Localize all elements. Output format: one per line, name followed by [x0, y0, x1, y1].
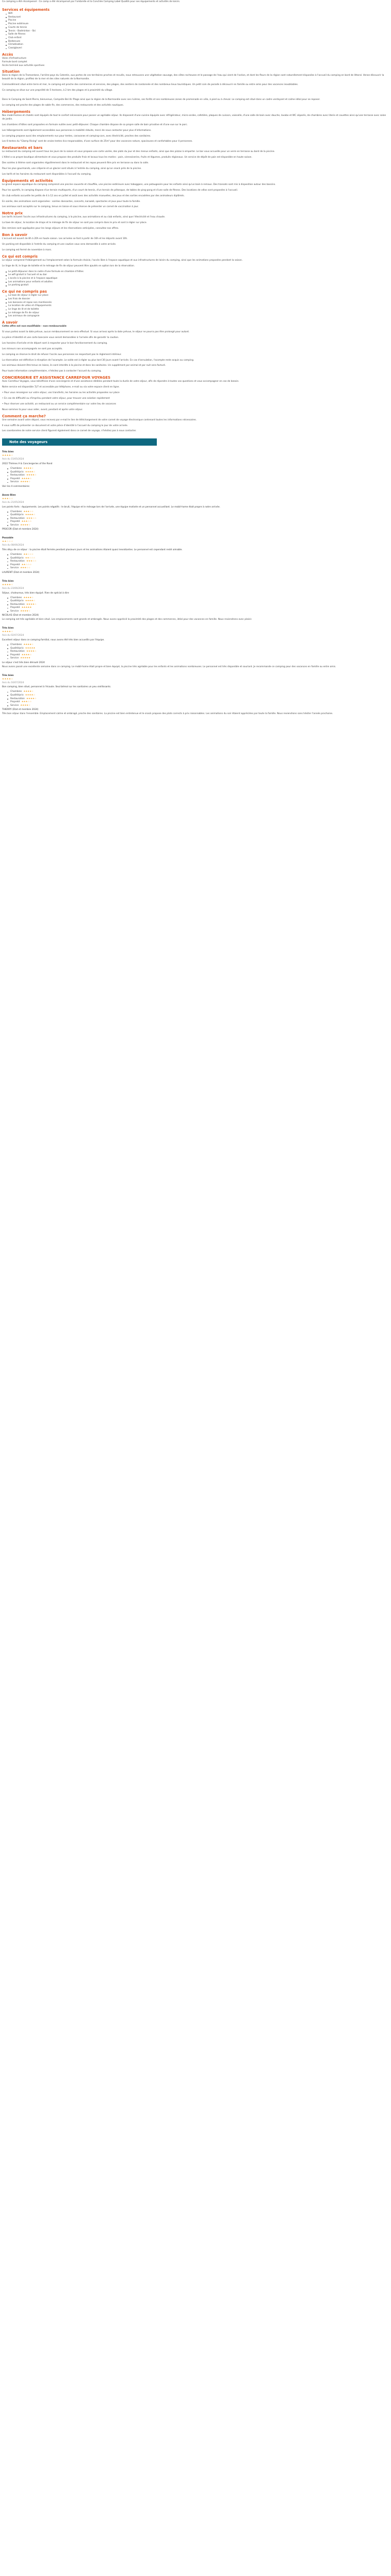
review-stars: ★★★☆☆: [2, 497, 13, 500]
review-author: Le séjour s'est très bien déroulé 2024: [2, 661, 45, 664]
criterion-stars: ★★★★☆: [26, 697, 37, 700]
restaurants-paragraph: Pour les plus gourmands, une crêperie et un glacier sont situés à l'entrée du camping, ainsi qu'un snack près de la piscine.: [2, 167, 142, 171]
criterion-label: Propreté: [10, 563, 20, 566]
criterion-label: Service: [10, 481, 19, 484]
criterion-stars: ★★☆☆☆: [23, 553, 34, 556]
comment-block: [2, 419, 389, 434]
list-item: Le ménage de fin de séjour: [6, 312, 389, 315]
review-stars: ★★★★☆: [2, 583, 13, 586]
review-date: Avis du 21/05/2024: [2, 501, 24, 504]
list-item: La location de vélos et d'équipements: [6, 304, 389, 308]
situation-block: [2, 74, 389, 93]
review-body: Nous avons passé une excellente semaine dans ce camping. Le mobil-home était propre et bien équipé, la piscine très agréable pour les enfants et les animations nombreuses. Le personnel est très disponible et souriant. Je recommande ce camping pour des vacances en famille ou entre amis.: [2, 665, 336, 668]
criterion-label: Chambres: [10, 596, 22, 599]
criterion-stars: ★★★★☆: [23, 467, 34, 470]
restaurants-paragraph: Le restaurant du camping est ouvert tous les jours de la saison et vous propose une carte variée, des plats du jour et des menus enfants, ainsi que des pizzas à emporter. Le bar vous accueille pour un verre en terrasse au bord de la piscine.: [2, 150, 275, 154]
criterion-label: Restauration: [10, 650, 25, 653]
list-item: Le parking gratuit: [6, 284, 389, 287]
notre-prix-paragraph: Les tarifs incluent l'accès aux infrastructures du camping, à la piscine, aux animations et au club enfants, ainsi que l'électricité et l'eau chaude.: [2, 216, 166, 219]
list-item: Le petit-déjeuner dans le cadre d'une formule en chambre d'hôtes: [6, 270, 389, 274]
review-criterion: [7, 517, 389, 521]
avant-paragraph: L'accueil est ouvert de 8h à 20h en haute saison. Les arrivées se font à partir de 16h et les départs avant 10h.: [2, 238, 128, 241]
criterion-label: Chambres: [10, 467, 22, 470]
savoir-paragraph: Les mineurs non accompagnés ne sont pas acceptés.: [2, 347, 63, 350]
notre-prix-paragraph: La taxe de séjour, la location de draps et le ménage de fin de séjour ne sont pas compris dans le prix et sont à régler sur place.: [2, 222, 147, 225]
list-item: Club enfant: [6, 37, 389, 40]
conciergerie-paragraph: Avec Carrefour Voyages, vous bénéficiez d'une conciergerie et d'une assistance dédiées pendant toute la durée de votre séjour, afin de répondre à toutes vos questions et vous accompagner en cas de besoin.: [2, 380, 239, 383]
review-summary: Bon camping, bien situé, personnel à l'écoute. Seul bémol sur les sanitaires un peu vieillissants.: [2, 686, 111, 689]
review-title: Très bien: [2, 451, 14, 454]
criterion-label: Qualité/prix: [10, 647, 24, 650]
conciergerie-paragraph: Nous sommes là pour vous aider, avant, pendant et après votre séjour.: [2, 408, 83, 411]
criterion-label: Qualité/prix: [10, 470, 24, 473]
criterion-stars: ★★★★☆: [25, 600, 36, 603]
compris-paragraph: Le séjour comprend l'hébergement ou l'emplacement selon la formule choisie, l'accès libre à l'espace aquatique et aux infrastructures de loisirs du camping, ainsi que les animations proposées pendant la saison.: [2, 259, 243, 262]
review-criterion: [7, 567, 389, 570]
review-criterion: [7, 694, 389, 698]
page: [0, 0, 391, 716]
criterion-stars: ★★★★☆: [23, 643, 34, 646]
situation-paragraph: Ce camping se situe sur une propriété de 5 hectares, à 2 km des plages et à proximité du village.: [2, 89, 113, 92]
criterion-label: Chambres: [10, 690, 22, 693]
criterion-stars: ★★★☆☆: [21, 701, 32, 704]
review-criterion: [7, 563, 389, 570]
criterion-label: Restauration: [10, 474, 25, 477]
criterion-stars: ★★★★☆: [25, 693, 36, 697]
list-item: Les animaux de compagnie: [6, 315, 389, 318]
savoir-paragraph: Le camping se réserve le droit de refuser l'accès aux personnes ne respectant pas le règlement intérieur.: [2, 353, 122, 356]
list-item: La taxe de séjour à régler sur place: [6, 294, 389, 298]
review-criterion: [7, 647, 389, 651]
savoir-paragraph: Les animaux doivent être tenus en laisse, ils sont interdits à la piscine et dans les sanitaires. Un supplément par animal et par nuit sera facturé.: [2, 364, 166, 367]
review-criterion: [7, 704, 389, 708]
services-list: [2, 12, 389, 50]
bon-a-savoir-title: Bon à savoir: [2, 233, 27, 238]
restaurants-paragraph: Des soirées à thème sont organisées régulièrement dans le restaurant et les repas peuvent être pris en terrasse ou dans la salle.: [2, 162, 149, 165]
activites-title: Équipements et activités: [2, 178, 53, 183]
savoir-paragraph: La réservation est définitive à réception de l'acompte. Le solde est à régler au plus tard 30 jours avant l'arrivée. En cas d'annulation, l'acompte reste acquis au camping.: [2, 359, 194, 362]
review-card: [2, 451, 389, 489]
compris-title: Ce qui est compris: [2, 254, 38, 259]
review-criterion: [7, 603, 389, 607]
criterion-label: Qualité/prix: [10, 556, 24, 560]
review-criterion: [7, 557, 389, 561]
hebergements-paragraph: Le camping propose aussi des emplacements nus pour tentes, caravanes et camping-cars, avec électricité, proches des sanitaires.: [2, 134, 151, 138]
compris-paragraph: Le linge de lit, le linge de toilette et le ménage de fin de séjour peuvent être ajoutés en option lors de la réservation.: [2, 264, 135, 267]
review-criterion: [7, 481, 389, 484]
hebergements-paragraph: Les 6 tentes du "Glamp Rising" sont de vraies tentes éco-responsables, d'une surface de 25m² pour des vacances nature, spacieuses et confortables pour 4 personnes.: [2, 140, 193, 143]
criterion-stars: ★★★★☆: [25, 470, 36, 473]
compris-list: [2, 270, 389, 288]
a-savoir-block: [2, 331, 389, 374]
notre-prix-paragraph: Des remises sont appliquées pour les longs séjours et les réservations anticipées, consultez nos offres.: [2, 227, 119, 230]
review-criterion: [7, 553, 389, 557]
activites-block: [2, 183, 389, 210]
criterion-label: Qualité/prix: [10, 600, 24, 603]
review-criterion: [7, 653, 389, 660]
criterion-label: Propreté: [10, 477, 20, 480]
criterion-label: Qualité/prix: [10, 514, 24, 517]
criterion-stars: ★★★★☆: [20, 523, 30, 527]
review-card: [2, 580, 389, 622]
review-author: Voir les 4 commentaires: [2, 485, 30, 488]
criterion-stars: ★★★☆☆: [26, 560, 37, 563]
criterion-label: Propreté: [10, 653, 20, 656]
review-criterion: [7, 514, 389, 517]
list-item: Piscine: [6, 19, 389, 23]
criterion-label: Propreté: [10, 520, 20, 523]
criterion-stars: ★★★★☆: [25, 514, 36, 517]
criterion-stars: ★★★★☆: [23, 690, 34, 693]
review-date: Avis du 08/06/2024: [2, 544, 24, 547]
review-summary: Séjour, chaleureux, très bien équipé. Rien de spécial à dire: [2, 591, 69, 595]
criterion-label: Restauration: [10, 603, 25, 606]
review-criterion: [7, 471, 389, 474]
conciergerie-title: CONCIERGERIE ET ASSISTANCE CARREFOUR VOYAGES: [2, 376, 111, 380]
review-stars: ★★★★☆: [2, 631, 13, 634]
review-criterion: [7, 524, 389, 528]
review-body: Très bon séjour dans l'ensemble. Emplacement calme et ombragé, proche des sanitaires. La piscine est bien entretenue et le snack propose des plats corrects à prix raisonnables. Les animations du soir étaient appréciées par toute la famille. Nous reviendrons sans hésiter l'année prochaine.: [2, 713, 333, 716]
review-author: LAURENT (Etat et membre 2024): [2, 571, 40, 574]
comment-paragraph: Il vous suffit de présenter ce document et votre pièce d'identité à l'accueil du camping le jour de votre arrivée.: [2, 424, 128, 427]
review-criteria: [2, 690, 389, 707]
acces-title: Accès: [2, 52, 13, 57]
conciergerie-paragraph: • Pour vous renseigner sur votre séjour, vos transferts, les horaires ou les activités proposées sur place: [2, 392, 120, 395]
list-item: Piscine extérieure: [6, 23, 389, 26]
review-title: Assez Bien: [2, 494, 16, 497]
review-criterion: [7, 467, 389, 471]
review-date: Avis du 16/07/2024: [2, 681, 24, 684]
review-author: THIERRY (Etat et membre 2024): [2, 708, 39, 711]
hebergements-paragraph: Les chambres d'hôtes sont proposées en formule nuitée avec petit-déjeuner. Chaque chambre dispose de sa propre salle de bain privative et d'une vue sur le parc.: [2, 123, 188, 126]
criterion-stars: ★★★★☆: [26, 603, 37, 606]
review-criteria: [2, 643, 389, 660]
list-item: Courts de tennis: [6, 26, 389, 30]
review-summary: Excellent séjour dans ce camping familial, nous avons été très bien accueillis par l'équipe.: [2, 639, 105, 642]
review-stars: ★★★★☆: [2, 677, 13, 681]
criterion-stars: ★★★☆☆: [21, 520, 32, 523]
activites-paragraph: Pour les sportifs, le camping dispose d'un terrain multisports, d'un court de tennis, d'un terrain de pétanque, de tables de ping-pong et d'une salle de fitness. Des locations de vélos sont proposées à l'accueil.: [2, 189, 238, 192]
criterion-stars: ★★☆☆☆: [25, 556, 36, 560]
criterion-label: Service: [10, 657, 19, 660]
activites-paragraph: Les animaux sont acceptés sur le camping, tenus en laisse et sous réserve de présenter un carnet de vaccination à jour.: [2, 206, 139, 209]
review-title: Très bien: [2, 674, 14, 677]
review-criterion: [7, 650, 389, 654]
review-date: Avis du 02/07/2024: [2, 634, 24, 637]
criterion-stars: ★★★★☆: [21, 477, 32, 480]
restaurants-paragraph: Les tarifs et les horaires du restaurant sont disponibles à l'accueil du camping.: [2, 173, 92, 176]
non-compris-list: [2, 294, 389, 318]
situation-b-block: [2, 98, 389, 108]
criterion-stars: ★★★★☆: [20, 609, 30, 613]
activites-paragraph: Le grand espace aquatique du camping comprend une piscine couverte et chauffée, une piscine extérieure avec toboggans, une pataugeoire pour les enfants ainsi qu'un bain à remous. Des transats sont mis à disposition autour des bassins.: [2, 183, 276, 186]
a-savoir-subtitle: Cette offre est non-modifiable - non-remboursable: [2, 325, 67, 328]
criterion-label: Restauration: [10, 517, 25, 520]
criterion-label: Service: [10, 567, 19, 570]
non-compris-title: Ce qui ne compris pas: [2, 290, 47, 294]
list-item: Les boissons et repas non mentionnés: [6, 301, 389, 305]
review-criterion: [7, 690, 389, 694]
review-criterion: [7, 474, 389, 478]
situation-title: Situation: [2, 70, 20, 74]
review-criteria: [2, 553, 389, 570]
activites-paragraph: Un club enfants accueille les petits de 4 à 12 ans en juillet et août avec des activités manuelles, des jeux et des sorties encadrées par des animateurs diplômés.: [2, 194, 185, 197]
bon-a-savoir-block: [2, 238, 389, 252]
review-body: Le camping est très agréable et bien situé. Les emplacements sont grands et ombragés. Nous avons apprécié la proximité des plages et des commerces, idéal pour des vacances en famille. Nous reviendrons avec plaisir.: [2, 618, 252, 621]
review-criterion: [7, 600, 389, 603]
criterion-stars: ★★★★☆: [26, 474, 37, 477]
savoir-paragraph: Les horaires d'arrivée et de départ sont à respecter pour le bon fonctionnement du camping.: [2, 342, 108, 345]
notre-prix-block: [2, 216, 389, 231]
avant-paragraph: Un parking est disponible à l'entrée du camping et une caution vous sera demandée à votre arrivée.: [2, 243, 117, 246]
restaurants-paragraph: L'hôtel a sa propre boutique alimentaire et vous propose des produits frais et locaux tous les matins : pain, viennoiseries, fruits et légumes, produits régionaux. Un service de dépôt de pain est disponible en haute saison.: [2, 156, 252, 159]
restaurants-title: Restaurants et bars: [2, 146, 43, 150]
review-date: Avis du 23/06/2024: [2, 587, 24, 590]
list-item: Tennis - Badminton - Ski: [6, 30, 389, 33]
criterion-label: Service: [10, 609, 19, 613]
comment-paragraph: Les coordonnées de notre service client figurent également dans ce carnet de voyage, n'hésitez pas à nous contacter.: [2, 430, 137, 433]
review-card: [2, 494, 389, 532]
criterion-label: Chambres: [10, 643, 22, 646]
review-author: PROCOR (Etat et membre 2024): [2, 528, 39, 531]
acces-block: [2, 57, 389, 68]
comment-paragraph: Une semaine avant votre départ, vous recevez par e-mail le lien de téléchargement de votre carnet de voyage électronique contenant toutes les informations nécessaires.: [2, 418, 197, 421]
list-item: Le wifi gratuit à l'accueil et au bar: [6, 274, 389, 277]
intro-text: Ce camping a été récompensé : Ce camp a été récompensé par l'ombrelle et la Conchée Camping Label Qualité pour ses équipements et activités de loisirs.: [2, 1, 181, 3]
savoir-paragraph: Pour toute information complémentaire, n'hésitez pas à contacter l'accueil du camping.: [2, 370, 102, 373]
criterion-stars: ★★★☆☆: [20, 567, 30, 570]
hebergements-paragraph: Nos mobil-homes et chalets sont équipés de tout le confort nécessaire pour passer un agréable séjour. Ils disposent d'une cuisine équipée avec réfrigérateur, micro-ondes, cafetière, plaques de cuisson, vaisselle, d'une salle de bain avec douche, lavabo et WC séparés, de chambres avec literie et couettes ainsi qu'une terrasse avec salon de jardin.: [2, 114, 386, 121]
criterion-label: Chambres: [10, 553, 22, 556]
conciergerie-paragraph: Notre service est disponible 7j/7 et accessible par téléphone, e-mail ou via votre espace client en ligne.: [2, 386, 120, 389]
criterion-label: Chambres: [10, 510, 22, 513]
review-card: [2, 674, 389, 716]
acces-line: Accès terminé aux activités sportives: [2, 64, 45, 67]
acces-line: Voies d'infrastructure: [2, 57, 26, 60]
savoir-paragraph: Si vous partez avant la date prévue, aucun remboursement ne sera effectué. Si vous arrivez après la date prévue, le séjour ne pourra pas être prolongé pour autant.: [2, 330, 190, 333]
situation-paragraph: Dans la région de la Tramontane, l'arrière-pays du Cotentin, aux portes de ces territoires proches et reculés, nous retrouvons une végétation sauvage, des côtes rocheuses et le passage de l'eau qui vient de l'océan, et dont les fleurs de la région sont naturellement disposées à l'accueil du camping en bord de littoral. Venez découvrir la beauté de la région, profitez de la mer et des sites naturels de la Normandie.: [2, 74, 384, 81]
hebergements-paragraph: Les hébergements sont également accessibles aux personnes à mobilité réduite, merci de nous contacter pour plus d'informations.: [2, 129, 152, 132]
list-item: Restaurant: [6, 16, 389, 20]
review-summary: Très déçu de ce séjour : la piscine était fermée pendant plusieurs jours et les animations étaient quasi inexistantes. Le personnel est cependant resté aimable.: [2, 549, 183, 552]
review-title: Très bien: [2, 580, 14, 583]
criterion-stars: ★★★★★: [25, 647, 36, 650]
review-criteria: [2, 597, 389, 614]
acces-line: Formule bord complet: [2, 60, 27, 63]
review-criterion: [7, 606, 389, 610]
review-criterion: [7, 643, 389, 647]
review-title: Passable: [2, 537, 13, 540]
review-summary: 2022 Thèmes A & Conciergeries of the Rond: [2, 463, 53, 466]
services-title: Services et équipements: [2, 8, 50, 12]
compris-block: [2, 259, 389, 268]
situation-paragraph: Commodément situé entre terre et mer, le camping est proche des commerces et services, des plages, des sentiers de randonnée et des nombreux lieux touristiques. Un petit coin de paradis à découvrir en famille ou entre amis pour des vacances inoubliables.: [2, 83, 299, 87]
list-item: Wifi: [6, 12, 389, 16]
review-criterion: [7, 477, 389, 484]
notre-prix-title: Notre prix: [2, 211, 23, 216]
criterion-label: Restauration: [10, 697, 25, 700]
criterion-stars: ★★★★☆: [20, 481, 30, 484]
situation-b-paragraph: Le camping est proche des plages de sable fin, des commerces, des restaurants et des activités nautiques.: [2, 104, 124, 107]
reviews-banner: Note des voyageurs: [2, 438, 157, 446]
list-item: Salle de fitness: [6, 33, 389, 37]
savoir-paragraph: La pièce d'identité et une carte bancaire vous seront demandées à l'arrivée afin de garantir la caution.: [2, 336, 119, 339]
conciergerie-paragraph: • En cas de difficulté ou d'imprévu pendant votre séjour, pour trouver une solution rapidement: [2, 397, 110, 400]
criterion-stars: ★★★★★: [20, 657, 30, 660]
situation-b-paragraph: Dans le Camping de Saint-Pierre, bienvenue, Campsite Bel Air Plage ainsi que la région de la Normandie avec ses rivières, ses forêts et ses nombreuses zones de promenade en vélo, à pied ou à cheval. Le camping est situé dans un cadre verdoyant et calme idéal pour se reposer.: [2, 98, 320, 101]
criterion-label: Qualité/prix: [10, 693, 24, 697]
list-item: Le linge de lit et de toilette: [6, 308, 389, 312]
criterion-stars: ★★☆☆☆: [21, 563, 32, 566]
review-criteria: [2, 467, 389, 484]
criterion-stars: ★★★☆☆: [23, 510, 34, 513]
conciergerie-paragraph: • Pour réserver une activité, un restaurant ou un service complémentaire sur votre lieu de vacances: [2, 402, 116, 405]
review-criteria: [2, 511, 389, 528]
criterion-stars: ★★★★☆: [26, 650, 37, 653]
list-item: Les animations pour enfants et adultes: [6, 281, 389, 284]
activites-paragraph: En soirée, des animations sont organisées : soirées dansantes, concerts, karaoké, spectacles et jeux pour toute la famille.: [2, 200, 141, 203]
review-stars: ★★☆☆☆: [2, 540, 13, 544]
criterion-stars: ★★★★☆: [20, 704, 30, 707]
criterion-stars: ★★★★★: [21, 606, 32, 609]
criterion-label: Propreté: [10, 606, 20, 609]
criterion-stars: ★★★★☆: [21, 653, 32, 656]
review-criterion: [7, 701, 389, 704]
review-card: [2, 627, 389, 669]
review-date: Avis du 15/05/2024: [2, 458, 24, 461]
criterion-label: Service: [10, 704, 19, 707]
criterion-stars: ★★★★☆: [23, 596, 34, 599]
a-savoir-title: À savoir: [2, 320, 18, 325]
restaurants-block: [2, 150, 389, 177]
review-author: NICOLAS (Etat et membre 2024): [2, 614, 39, 617]
comment-title: Comment ça marche?: [2, 414, 46, 418]
conciergerie-block: [2, 380, 389, 412]
review-title: Très bien: [2, 627, 14, 630]
criterion-label: Service: [10, 523, 19, 527]
criterion-label: Propreté: [10, 701, 20, 704]
criterion-stars: ★★★☆☆: [26, 517, 37, 520]
hebergements-title: Hébergements: [2, 109, 30, 114]
review-criterion: [7, 610, 389, 614]
list-item: Les frais de dossier: [6, 298, 389, 301]
review-criterion: [7, 657, 389, 660]
reviews-list: [2, 451, 389, 716]
hebergements-block: [2, 114, 389, 144]
review-summary: Les points forts : équipements. Les points négatifs : le bruit, l'équipe et le ménage lors de l'arrivée, une équipe motivée et un personnel accueillant. Le mobil-home était propre à notre arrivée.: [2, 505, 220, 509]
avant-paragraph: Le camping est fermé de novembre à mars.: [2, 248, 52, 251]
list-item: Barbecues: [6, 40, 389, 44]
review-criterion: [7, 520, 389, 524]
list-item: Climatisation: [6, 43, 389, 47]
review-criterion: [7, 560, 389, 564]
review-card: [2, 537, 389, 575]
list-item: Cassiglaveri: [6, 47, 389, 50]
review-stars: ★★★★☆: [2, 454, 13, 457]
list-item: L'accès à la piscine et à l'espace aquatique: [6, 277, 389, 281]
criterion-label: Restauration: [10, 560, 25, 563]
